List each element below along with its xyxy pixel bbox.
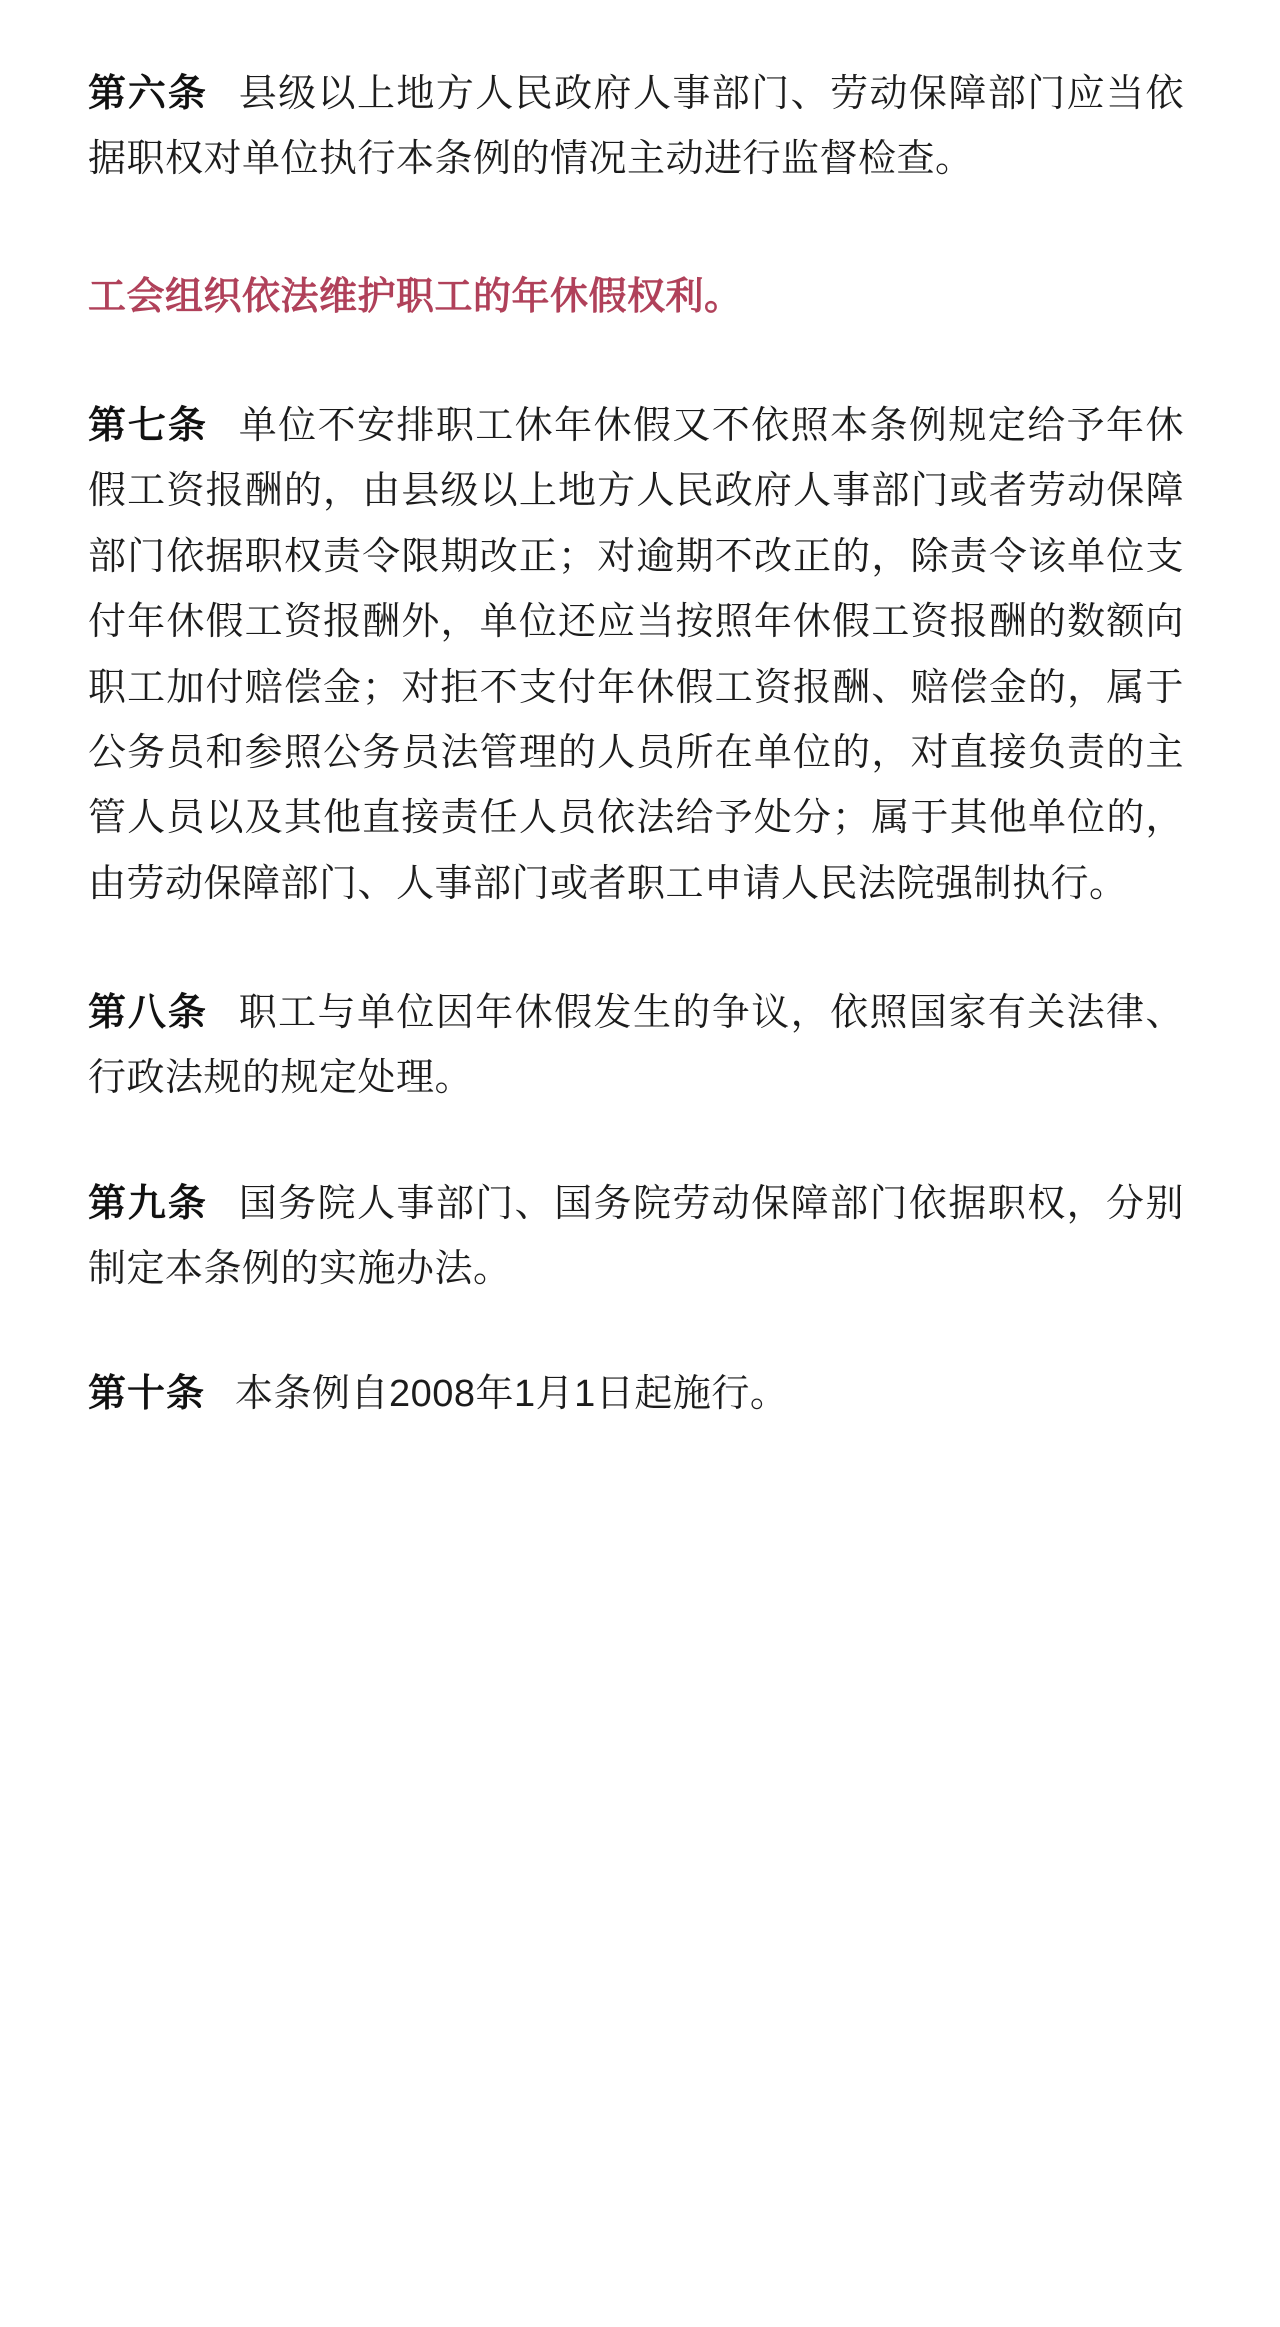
- article-body-6: 县级以上地方人民政府人事部门、劳动保障部门应当依据职权对单位执行本条例的情况主动进行监督检查。: [88, 73, 1184, 181]
- article-label-8: 第八条: [88, 991, 208, 1034]
- article-body-9: 国务院人事部门、国务院劳动保障部门依据职权，分别制定本条例的实施办法。: [88, 1182, 1184, 1291]
- paragraph-article-9: [88, 1172, 1184, 1303]
- article-label-10: 第十条: [88, 1373, 206, 1416]
- article-body-7: 单位不安排职工休年休假又不依照本条例规定给予年休假工资报酬的，由县级以上地方人民政府人事部门或者劳动保障部门依据职权责令限期改正；对逾期不改正的，除责令该单位支付年休假工资报酬外，单位还应当按照年休假工资报酬的数额向职工加付赔偿金；对拒不支付年休假工资报酬、赔偿金的，属于公务员和参照公务员法管理的人员所在单位的，对直接负责的主管人员以及其他直接责任人员依法给予处分；属于其他单位的，由劳动保障部门、人事部门或者职工申请人民法院强制执行。: [88, 405, 1184, 905]
- article-label-7: 第七条: [88, 405, 208, 448]
- paragraph-article-7: [88, 394, 1184, 917]
- union-clause-text: 工会组织依法维护职工的年休假权利。: [88, 275, 743, 318]
- article-body-8: 职工与单位因年休假发生的争议，依照国家有关法律、行政法规的规定处理。: [88, 991, 1184, 1100]
- paragraph-article-6: [88, 62, 1184, 193]
- article-label-6: 第六条: [88, 73, 208, 115]
- paragraph-union-clause: [88, 265, 1184, 330]
- paragraph-article-8: [88, 981, 1184, 1112]
- article-label-9: 第九条: [88, 1182, 208, 1225]
- paragraph-article-10: [88, 1362, 1184, 1427]
- article-body-10: 本条例自2008年1月1日起施行。: [235, 1373, 789, 1416]
